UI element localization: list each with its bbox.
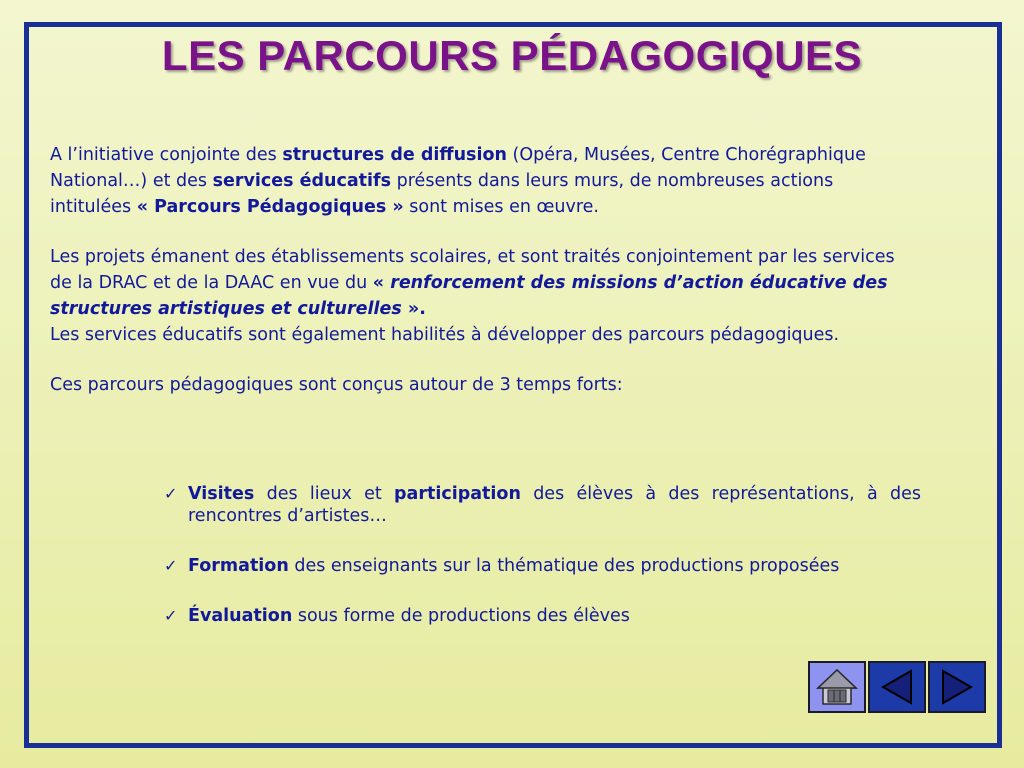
bold-span: services éducatifs [212,171,392,191]
triangle-left-icon [877,667,917,707]
text-span: A l’initiative conjointe des [50,145,283,165]
bold-span: Formation [188,556,289,576]
paragraph-temps-forts: Ces parcours pédagogiques sont conçus autour de 3 temps forts: [50,375,623,395]
paragraph-intro [50,142,905,220]
slide-body [50,142,905,398]
text-span: sous forme de productions des élèves [292,606,630,626]
triangle-right-icon [937,667,977,707]
slide-navigation [808,661,988,713]
text-span: (Opéra, Musées, Centre Chorégraphique National…) et des [50,145,866,191]
text-span: des enseignants sur la thématique des productions proposées [288,556,840,576]
bold-span: « Parcours Pédagogiques » [136,197,404,217]
bold-span: « [372,273,391,293]
list-item [164,483,921,527]
checkmark-icon: ✓ [164,606,178,625]
page-title: LES PARCOURS PÉDAGOGIQUES [161,32,863,79]
paragraph-services: Les services éducatifs sont également habilités à développer des parcours pédagogiques. [50,325,840,345]
house-icon [816,666,858,708]
previous-button[interactable] [868,661,926,713]
bold-italic-span: renforcement des missions d’action éducative des structures artistiques et culturelles [50,273,888,319]
text-span: Les projets émanent des établissements scolaires, et sont traités conjointement par les services de la DRAC et de la DAAC en vue du [50,247,895,293]
next-button[interactable] [928,661,986,713]
text-span: sont mises en œuvre. [403,197,599,217]
bold-span: structures de diffusion [282,145,507,165]
text-span: des élèves à des représentations, à des rencontres d’artistes… [188,484,921,526]
paragraph-projects [50,244,905,322]
bold-span: participation [394,484,521,504]
list-item [164,605,921,627]
bold-span: Évaluation [188,606,293,626]
checkmark-icon: ✓ [164,484,178,503]
bullet-list [164,483,921,655]
list-item [164,555,921,577]
bold-span: Visites [188,484,255,504]
text-span: des lieux et [254,484,395,504]
bold-span: ». [401,299,426,319]
checkmark-icon: ✓ [164,556,178,575]
home-button[interactable] [808,661,866,713]
text-span: présents dans leurs murs, de nombreuses actions intitulées [50,171,834,217]
